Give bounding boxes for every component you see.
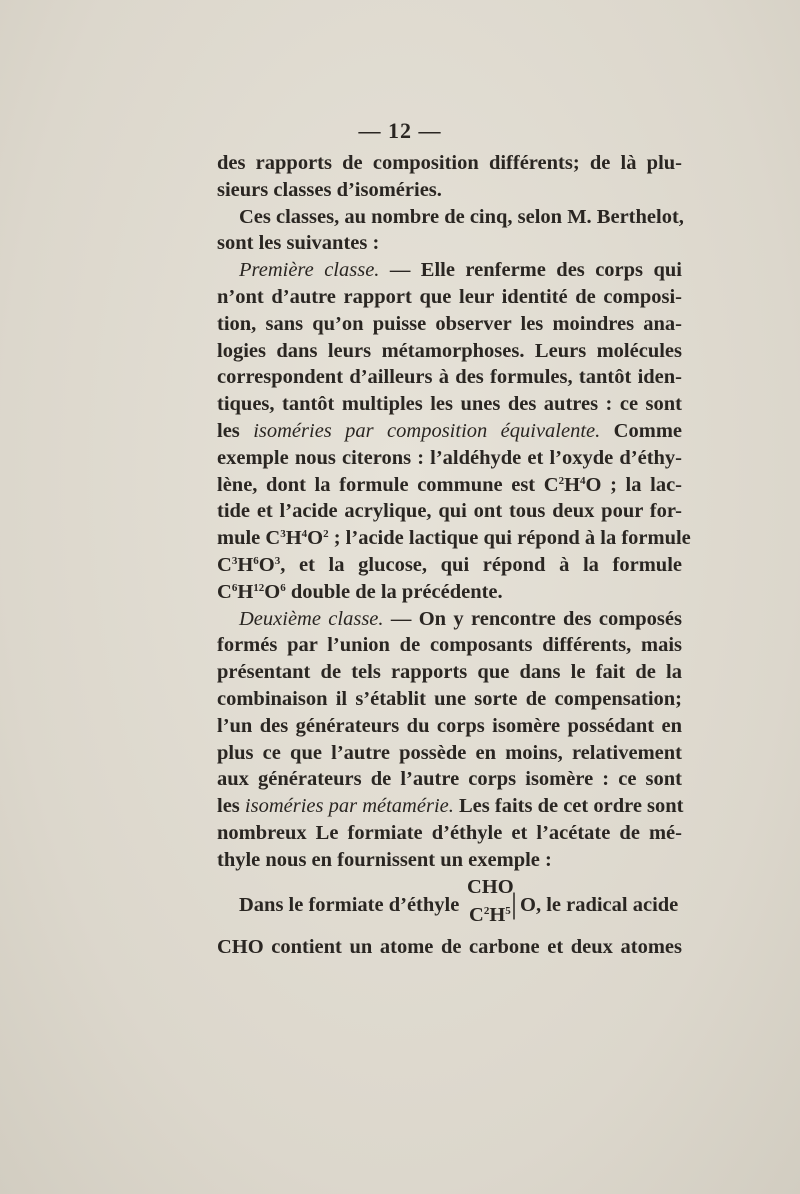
text-line: logies dans leurs métamorphoses. Leurs molécules — [217, 339, 682, 362]
text-line: mule $C^3H^4O^2$ ; l’acide lactique qui répond à la formule — [217, 527, 691, 550]
text-line: combinaison il s’établit une sorte de compensation; — [217, 687, 682, 710]
text-line: nombreux Le formiate d’éthyle et l’acétate de mé- — [217, 821, 682, 844]
text-line: lène, dont la formule commune est $C^2H^4O$ ; la lac- — [217, 473, 683, 496]
text-line: thyle nous en fournissent un exemple : — [217, 848, 552, 871]
body-text — [217, 150, 691, 960]
text-line: aux générateurs de l’autre corps isomère : ce sont — [217, 768, 682, 791]
text-line: n’ont d’autre rapport que leur identité de composi- — [217, 285, 682, 308]
text-line: les isoméries par métamérie. Les faits de cet ordre sont — [217, 795, 684, 818]
text-line: présentant de tels rapports que dans le fait de la — [217, 661, 682, 684]
italic-term: isoméries par métamérie. — [244, 795, 454, 818]
text-line: $C^3H^6O^3$, et la glucose, qui répond à la formule — [217, 553, 682, 576]
text-line: tion, sans qu’on puisse observer les moindres ana- — [217, 312, 682, 335]
page-number: — 12 — — [358, 118, 442, 143]
text-line: tiques, tantôt multiples les unes des autres : ce sont — [217, 393, 682, 416]
text-line: Deuxième classe. — On y rencontre des composés — [239, 607, 682, 630]
text-line: l’un des générateurs du corps isomère possédant en — [217, 714, 682, 737]
text-line: Ces classes, au nombre de cinq, selon M. Berthelot, — [239, 205, 684, 228]
formula-intro: Dans le formiate d’éthyle — [239, 893, 460, 916]
formula-rest: O, le radical acide — [520, 893, 679, 916]
formula-line — [217, 875, 682, 934]
text-line: Première classe. — Elle renferme des corps qui — [239, 259, 682, 282]
formula-top: CHO — [467, 875, 514, 898]
formula-brace: | — [511, 886, 518, 920]
text-line: des rapports de composition différents; de là plu- — [217, 152, 682, 174]
text-line: les isoméries par composition équivalente. Comme — [217, 419, 682, 442]
text-line: CHO contient un atome de carbone et deux atomes — [217, 935, 682, 958]
text-line: formés par l’union de composants différents, mais — [217, 634, 682, 657]
text-line: tide et l’acide acrylique, qui ont tous deux pour for- — [217, 500, 682, 523]
text-line: exemple nous citerons : l’aldéhyde et l’oxyde d’éthy- — [217, 446, 682, 469]
text-line: correspondent d’ailleurs à des formules, tantôt iden- — [217, 366, 682, 389]
formula-bottom: $C^2H^5$ — [469, 903, 511, 926]
section-label: Première classe. — [239, 259, 380, 282]
italic-term: isoméries par composition équivalente. — [253, 419, 601, 442]
text-line: sont les suivantes : — [217, 232, 380, 255]
text-line: sieurs classes d’isoméries. — [217, 178, 442, 201]
section-label: Deuxième classe. — [239, 607, 384, 630]
text-line: $C^6H^{12}O^6$ double de la précédente. — [217, 580, 503, 603]
text-line: plus ce que l’autre possède en moins, relativement — [217, 741, 682, 764]
